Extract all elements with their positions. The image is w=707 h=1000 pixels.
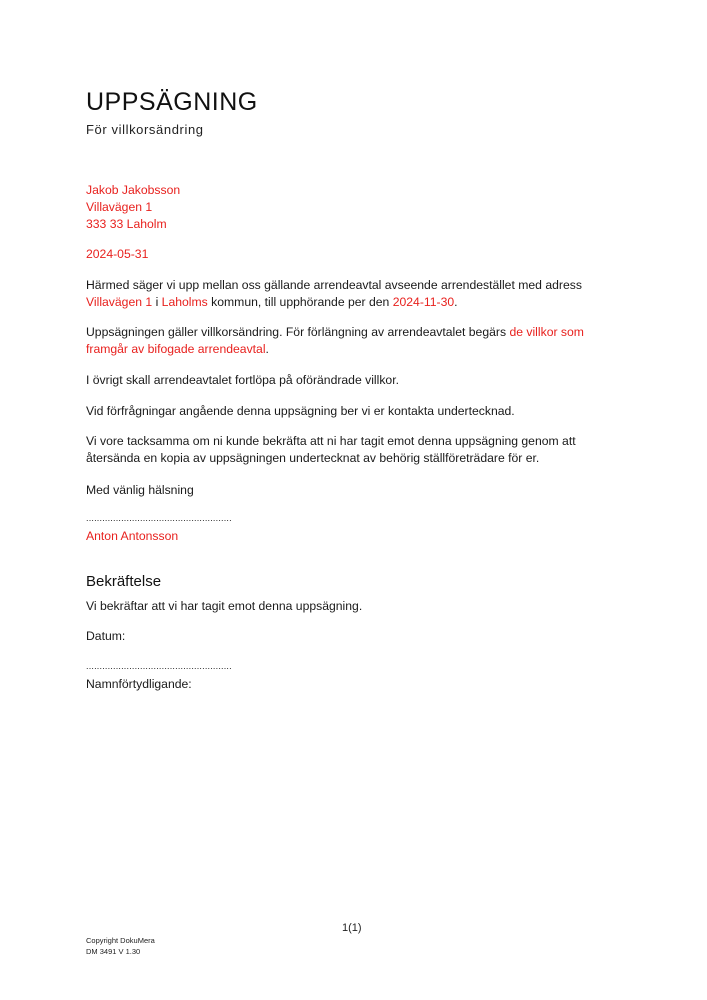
recipient-postal: 333 33 Laholm	[86, 217, 167, 231]
recipient-name: Jakob Jakobsson	[86, 183, 181, 197]
signature-line: ......................................................	[86, 513, 232, 523]
paragraph-termination	[86, 277, 626, 311]
para1-municipality: Laholms	[161, 295, 208, 309]
para1-address: Villavägen 1	[86, 295, 153, 309]
confirmation-signature-line: ......................................................	[86, 661, 232, 671]
paragraph-confirm-request	[86, 433, 626, 467]
para5-line-1: Vi vore tacksamma om ni kunde bekräfta att ni har tagit emot denna uppsägning genom att	[86, 434, 576, 448]
page-number: 1(1)	[342, 922, 362, 934]
paragraph-conditions	[86, 324, 626, 358]
footer-copyright: Copyright DokuMera	[86, 936, 155, 945]
confirmation-heading: Bekräftelse	[86, 573, 162, 590]
para2-red-1: de villkor som	[509, 325, 584, 339]
letter-date: 2024-05-31	[86, 247, 149, 261]
para1-text-4: .	[454, 295, 458, 309]
para2-red-2: framgår av bifogade arrendeavtal	[86, 342, 266, 356]
para1-text-2: i	[152, 295, 162, 309]
confirmation-text: Vi bekräftar att vi har tagit emot denna uppsägning.	[86, 599, 363, 613]
page-subtitle: För villkorsändring	[86, 122, 204, 137]
paragraph-contact: Vid förfrågningar angående denna uppsägning ber vi er kontakta undertecknad.	[86, 404, 515, 418]
page-title: UPPSÄGNING	[86, 88, 258, 116]
confirmation-name-label: Namnförtydligande:	[86, 677, 192, 691]
recipient-street: Villavägen 1	[86, 200, 153, 214]
closing-greeting: Med vänlig hälsning	[86, 483, 194, 497]
para5-line-2: återsända en kopia av uppsägningen undertecknat av behörig ställföreträdare för er.	[86, 451, 540, 465]
signer-name: Anton Antonsson	[86, 529, 179, 543]
para1-end-date: 2024-11-30	[392, 295, 455, 309]
confirmation-date-label: Datum:	[86, 629, 126, 643]
para2-text-2: .	[265, 342, 269, 356]
para1-text-3: kommun, till upphörande per den	[207, 295, 393, 309]
footer-doc-id: DM 3491 V 1.30	[86, 947, 141, 956]
para1-text-1: Härmed säger vi upp mellan oss gällande arrendeavtal avseende arrendestället med adress	[86, 278, 582, 292]
para2-text-1: Uppsägningen gäller villkorsändring. För förlängning av arrendeavtalet begärs	[86, 325, 510, 339]
paragraph-unchanged: I övrigt skall arrendeavtalet fortlöpa på oförändrade villkor.	[86, 373, 399, 387]
